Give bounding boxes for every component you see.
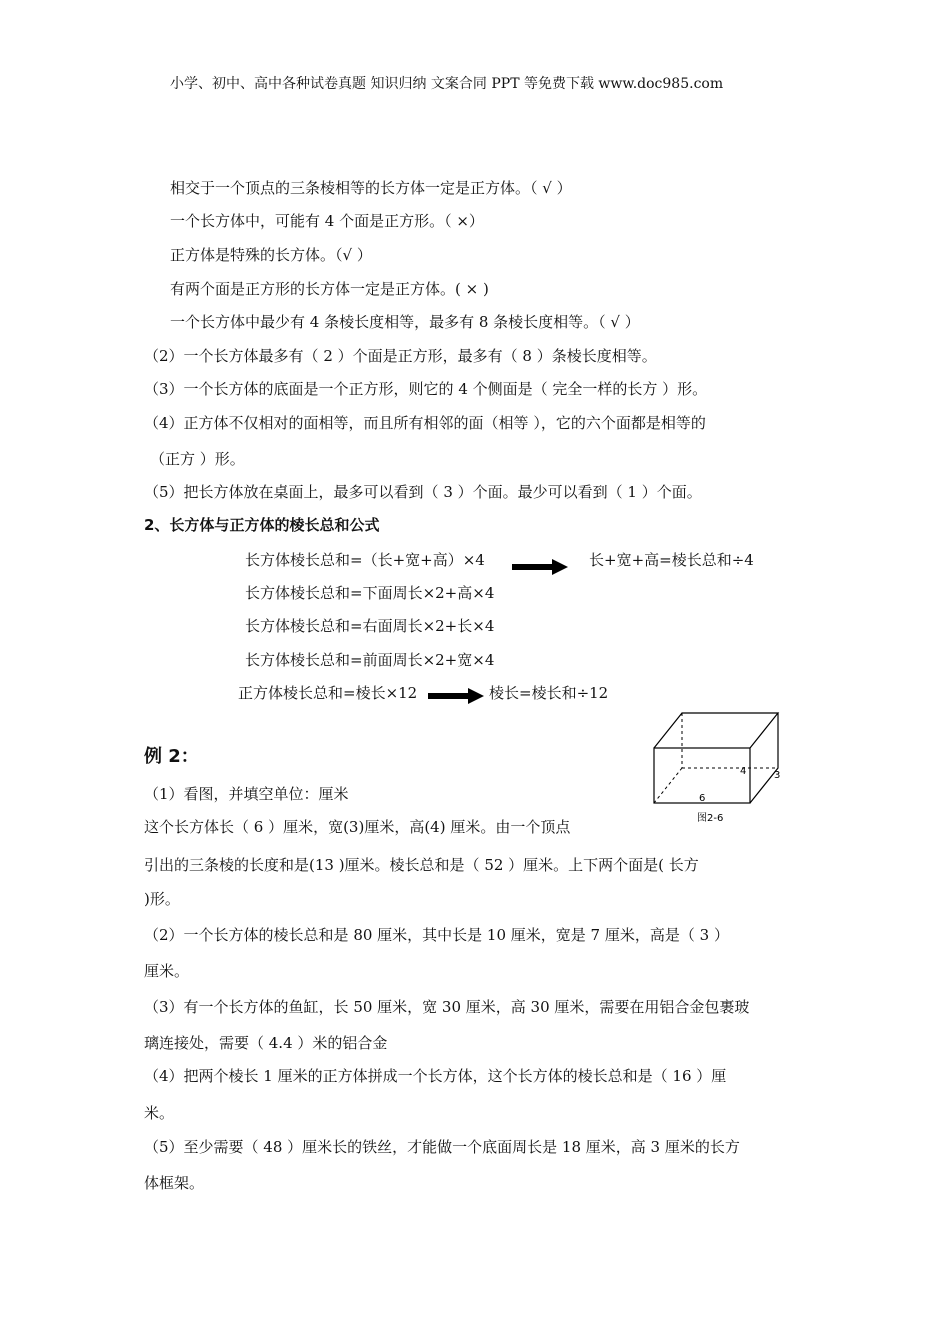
judgment-4: 有两个面是正方形的长方体一定是正方体。( × ) bbox=[170, 280, 489, 298]
example-2-q1-line2: 引出的三条棱的长度和是(13 )厘米。棱长总和是（ 52 ）厘米。上下两个面是( 长方 bbox=[144, 856, 699, 874]
fill-question-4-cont: （正方 ）形。 bbox=[150, 450, 245, 468]
example-2-q4-line2: 米。 bbox=[144, 1104, 175, 1122]
fill-question-4: （4）正方体不仅相对的面相等，而且所有相邻的面（相等 ），它的六个面都是相等的 bbox=[144, 414, 706, 432]
cuboid-height-label: 4 bbox=[740, 766, 747, 777]
fill-question-3: （3）一个长方体的底面是一个正方形，则它的 4 个侧面是（ 完全一样的长方 ）形。 bbox=[144, 380, 708, 398]
judgment-3: 正方体是特殊的长方体。（√ ） bbox=[170, 246, 372, 264]
judgment-2: 一个长方体中，可能有 4 个面是正方形。（ ×） bbox=[170, 212, 484, 230]
formula-1-result: 长+宽+高=棱长总和÷4 bbox=[589, 551, 754, 569]
formula-1: 长方体棱长总和=（长+宽+高）×4 bbox=[245, 551, 485, 569]
arrow-right-icon bbox=[428, 688, 484, 704]
example-2-title: 例 2： bbox=[144, 746, 199, 767]
fill-question-5: （5）把长方体放在桌面上，最多可以看到（ 3 ）个面。最少可以看到（ 1 ）个面。 bbox=[144, 483, 702, 501]
example-2-q5-line1: （5）至少需要（ 48 ）厘米长的铁丝，才能做一个底面周长是 18 厘米，高 3 厘米的长方 bbox=[144, 1138, 740, 1156]
formula-4: 长方体棱长总和=前面周长×2+宽×4 bbox=[245, 651, 495, 669]
example-2-q3-line1: （3）有一个长方体的鱼缸，长 50 厘米，宽 30 厘米，高 30 厘米，需要在用铝合金包裹玻 bbox=[144, 998, 750, 1016]
formula-5-result: 棱长=棱长和÷12 bbox=[489, 684, 609, 702]
example-2-q2-line2: 厘米。 bbox=[144, 962, 190, 980]
fill-question-2: （2）一个长方体最多有（ 2 ）个面是正方形，最多有（ 8 ）条棱长度相等。 bbox=[144, 347, 657, 365]
example-2-q3-line2: 璃连接处，需要（ 4.4 ）米的铝合金 bbox=[144, 1034, 388, 1052]
formula-5: 正方体棱长总和=棱长×12 bbox=[238, 684, 418, 702]
cuboid-hidden-edge bbox=[654, 768, 682, 803]
cuboid-width-label: 3 bbox=[774, 770, 781, 781]
formula-3: 长方体棱长总和=右面周长×2+长×4 bbox=[245, 617, 495, 635]
section-2-title: 2、长方体与正方体的棱长总和公式 bbox=[144, 516, 380, 534]
example-2-q2-line1: （2）一个长方体的棱长总和是 80 厘米，其中长是 10 厘米，宽是 7 厘米，高是（ 3 ） bbox=[144, 926, 729, 944]
example-2-q1-line3: )形。 bbox=[144, 890, 180, 908]
cuboid-figure bbox=[645, 708, 825, 828]
page-header: 小学、初中、高中各种试卷真题 知识归纳 文案合同 PPT 等免费下载 www.doc985.com bbox=[170, 76, 724, 92]
example-2-q1-intro: （1）看图，并填空单位：厘米 bbox=[144, 785, 349, 803]
judgment-5: 一个长方体中最少有 4 条棱长度相等，最多有 8 条棱长度相等。（ √ ） bbox=[170, 313, 640, 331]
cuboid-top-edges bbox=[654, 713, 778, 748]
formula-2: 长方体棱长总和=下面周长×2+高×4 bbox=[245, 584, 495, 602]
example-2-q1-line1: 这个长方体长（ 6 ）厘米，宽(3)厘米，高(4) 厘米。由一个顶点 bbox=[144, 818, 571, 836]
judgment-1: 相交于一个顶点的三条棱相等的长方体一定是正方体。（ √ ） bbox=[170, 179, 572, 197]
arrow-right-icon bbox=[512, 559, 568, 575]
example-2-q4-line1: （4）把两个棱长 1 厘米的正方体拼成一个长方体，这个长方体的棱长总和是（ 16 ）厘 bbox=[144, 1067, 727, 1085]
example-2-q5-line2: 体框架。 bbox=[144, 1174, 205, 1192]
cuboid-right-edges bbox=[750, 713, 781, 803]
figure-caption: 图2-6 bbox=[697, 813, 724, 824]
cuboid-length-label: 6 bbox=[699, 793, 706, 804]
